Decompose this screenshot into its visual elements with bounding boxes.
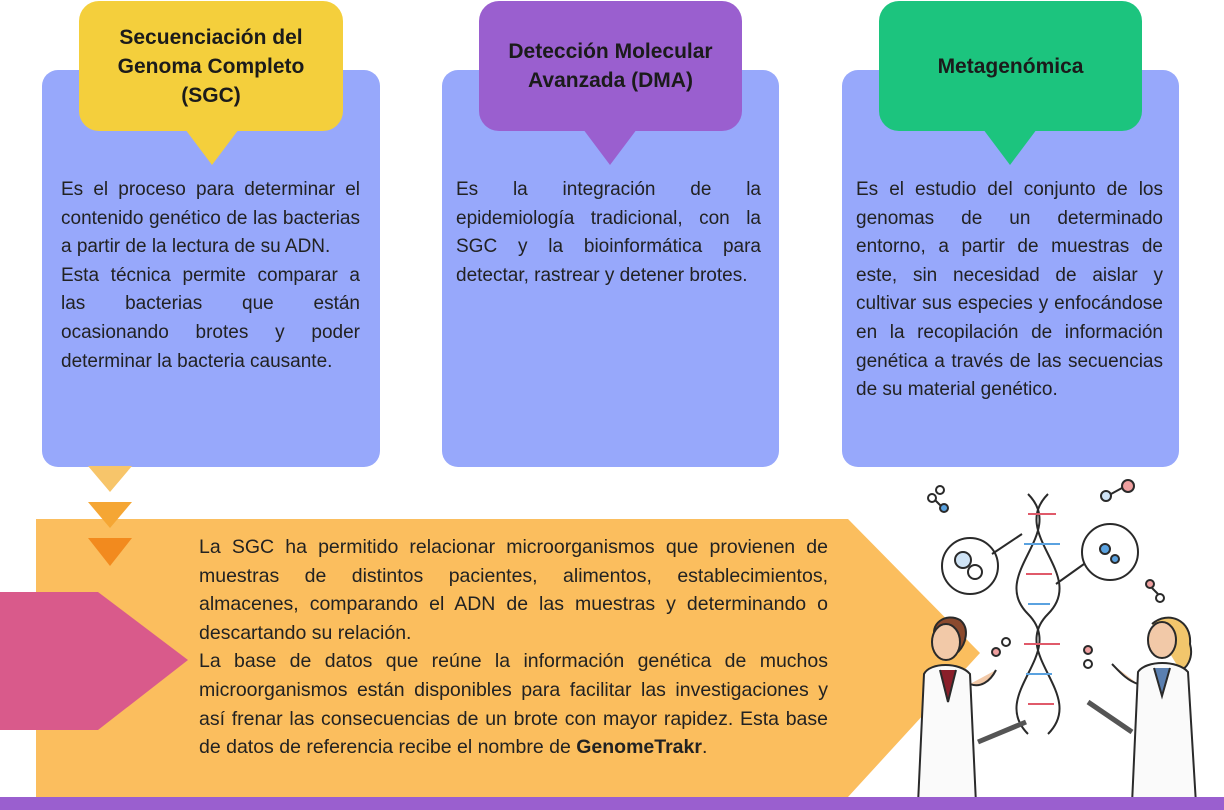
summary-text xyxy=(199,533,828,762)
tag-pointer-metagenomica xyxy=(980,125,1040,165)
tag-sgc-title: Secuenciación del Genoma Completo (SGC) xyxy=(117,25,305,107)
chevron-down-icon xyxy=(84,462,144,572)
card-dma-text xyxy=(456,176,761,290)
tag-pointer-dma xyxy=(580,125,640,165)
summary-paragraph-1: La SGC ha permitido relacionar microorganismos que provienen de muestras de distintos pacientes, alimentos, establecimientos, almacenes, comparando el ADN de las muestras y determinando o descartando su relación. xyxy=(199,536,828,644)
pink-arrow-shape xyxy=(0,590,200,740)
summary-paragraph-2-end: . xyxy=(701,736,708,759)
tag-metagenomica-title: Metagenómica xyxy=(937,54,1084,78)
card-sgc-text xyxy=(61,176,360,376)
card-sgc-paragraph-2: Esta técnica permite comparar a las bacterias que están ocasionando brotes y poder determinar la bacteria causante. xyxy=(61,264,360,372)
scientist-man xyxy=(918,617,1026,804)
tag-metagenomica xyxy=(879,1,1142,131)
summary-paragraph-2 xyxy=(199,647,828,761)
scientists-dna-illustration xyxy=(900,474,1220,804)
tag-dma-title: Detección Molecular Avanzada (DMA) xyxy=(508,40,713,92)
genometrakr-name: GenomeTrakr xyxy=(576,736,702,759)
footer-bar xyxy=(0,797,1224,810)
dna-helix-icon xyxy=(1016,494,1060,734)
card-sgc-paragraph-1: Es el proceso para determinar el contenido genético de las bacterias a partir de la lectura de su ADN. xyxy=(61,179,360,258)
tag-dma xyxy=(479,1,742,131)
card-dma-paragraph-1: Es la integración de la epidemiología tradicional, con la SGC y la bioinformática para detectar, rastrear y detener brotes. xyxy=(456,179,761,286)
summary-paragraph-2-lead: La base de datos que reúne la información genética de muchos microorganismos están disponibles para facilitar las investigaciones y así frenar las consecuencias de un brote con mayor rapidez. Esta base de datos de referencia recibe el nombre de xyxy=(199,650,828,759)
scientist-woman xyxy=(1088,618,1196,804)
card-metagenomica-paragraph-1: Es el estudio del conjunto de los genomas de un determinado entorno, a partir de muestras de este, sin necesidad de aislar y cultivar sus especies y enfocándose en la recopilación de información genética a través de las secuencias de su material genético. xyxy=(856,179,1163,401)
tag-sgc xyxy=(79,1,343,131)
tag-pointer-sgc xyxy=(182,125,242,165)
card-metagenomica-text xyxy=(856,176,1163,405)
